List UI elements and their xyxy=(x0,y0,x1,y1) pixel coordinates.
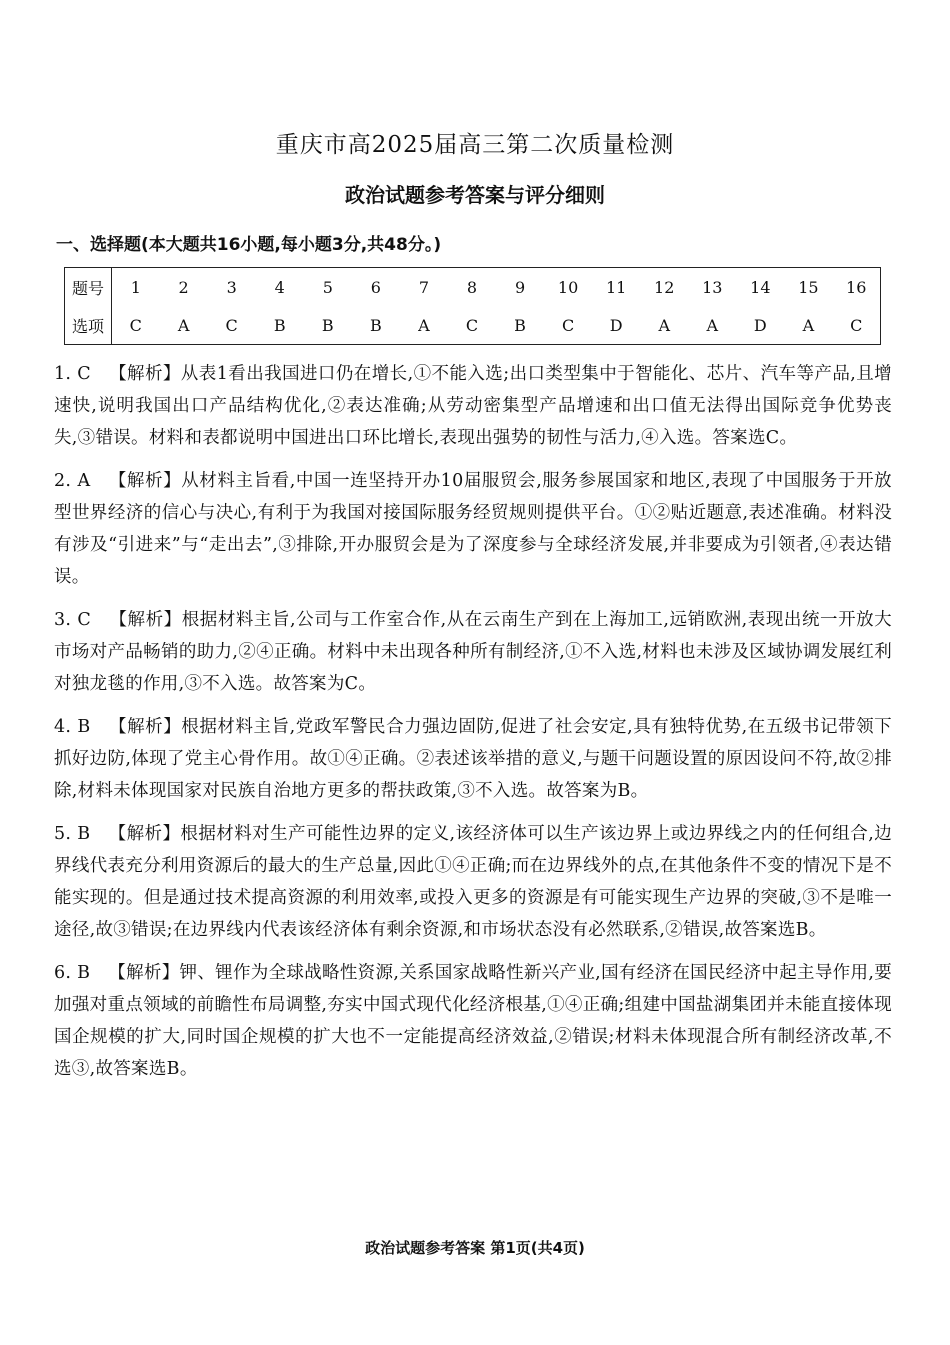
answer-option: C xyxy=(544,306,592,345)
question-number: 8 xyxy=(448,268,496,307)
question-number: 15 xyxy=(784,268,832,307)
question-number-row xyxy=(65,268,881,307)
answer-option: C xyxy=(112,306,160,345)
explanation-text: 【解析】从材料主旨看,中国一连坚持开办10届服贸会,服务参展国家和地区,表现了中国服务于开放型世界经济的信心与决心,有利于为我国对接国际服务经贸规则提供平台。①②贴近题意,表述准确。材料没有涉及“引进来”与“走出去”,③排除,开办服贸会是为了深度参与全球经济发展,并非要成为引领者,④表达错误。 xyxy=(54,471,892,587)
answer-option: B xyxy=(496,306,544,345)
explanation-text: 【解析】根据材料对生产可能性边界的定义,该经济体可以生产该边界上或边界线之内的任何组合,边界线代表充分利用资源后的最大的生产总量,因此①④正确;而在边界线外的点,在其他条件不变的情况下是不能实现的。但是通过技术提高资源的利用效率,或投入更多的资源是有可能实现生产边界的突破,③不是唯一途径,故③错误;在边界线内代表该经济体有剩余资源,和市场状态没有必然联系,②错误,故答案选B。 xyxy=(54,824,892,940)
section-heading: 一、选择题(本大题共16小题,每小题3分,共48分。) xyxy=(56,235,442,255)
question-number: 5 xyxy=(304,268,352,307)
question-label: 2. A xyxy=(54,471,91,491)
answer-option: C xyxy=(208,306,256,345)
question-number: 4 xyxy=(256,268,304,307)
question-label: 1. C xyxy=(54,364,91,384)
page-subtitle: 政治试题参考答案与评分细则 xyxy=(345,183,605,207)
question-explanation xyxy=(54,465,892,593)
answer-option: A xyxy=(160,306,208,345)
question-label: 4. B xyxy=(54,717,91,737)
answer-option-row xyxy=(65,306,881,345)
answer-option: C xyxy=(448,306,496,345)
question-number: 12 xyxy=(640,268,688,307)
question-label: 5. B xyxy=(54,824,91,844)
question-label: 3. C xyxy=(54,610,92,630)
page-footer: 政治试题参考答案 第1页(共4页) xyxy=(365,1239,585,1257)
question-number: 14 xyxy=(736,268,784,307)
answer-option: A xyxy=(688,306,736,345)
question-explanation xyxy=(54,711,892,807)
row-header-number: 题号 xyxy=(65,268,112,307)
explanation-text: 【解析】根据材料主旨,公司与工作室合作,从在云南生产到在上海加工,远销欧洲,表现出统一开放大市场对产品畅销的助力,②④正确。材料中未出现各种所有制经济,①不入选,材料也未涉及区域协调发展红利对独龙毯的作用,③不入选。故答案为C。 xyxy=(54,610,892,694)
question-number: 11 xyxy=(592,268,640,307)
explanation-text: 【解析】钾、锂作为全球战略性资源,关系国家战略性新兴产业,国有经济在国民经济中起主导作用,要加强对重点领域的前瞻性布局调整,夯实中国式现代化经济根基,①④正确;组建中国盐湖集团并未能直接体现国企规模的扩大,同时国企规模的扩大也不一定能提高经济效益,②错误;材料未体现混合所有制经济改革,不选③,故答案选B。 xyxy=(54,963,892,1079)
question-number: 9 xyxy=(496,268,544,307)
explanation-text: 【解析】从表1看出我国进口仍在增长,①不能入选;出口类型集中于智能化、芯片、汽车等产品,且增速快,说明我国出口产品结构优化,②表达准确;从劳动密集型产品增速和出口值无法得出国际竞争优势丧失,③错误。材料和表都说明中国进出口环比增长,表现出强势的韧性与活力,④入选。答案选C。 xyxy=(54,364,892,448)
answer-option: C xyxy=(832,306,880,345)
answer-table xyxy=(64,267,881,345)
question-number: 1 xyxy=(112,268,160,307)
answer-option: D xyxy=(592,306,640,345)
answer-option: B xyxy=(256,306,304,345)
question-number: 13 xyxy=(688,268,736,307)
question-explanation xyxy=(54,358,892,454)
question-explanation xyxy=(54,818,892,946)
question-number: 10 xyxy=(544,268,592,307)
question-label: 6. B xyxy=(54,963,91,983)
page-title: 重庆市高2025届高三第二次质量检测 xyxy=(275,132,675,158)
answer-option: A xyxy=(640,306,688,345)
answer-option: A xyxy=(400,306,448,345)
answer-option: B xyxy=(304,306,352,345)
row-header-option: 选项 xyxy=(65,306,112,345)
question-number: 7 xyxy=(400,268,448,307)
answer-option: B xyxy=(352,306,400,345)
answer-option: D xyxy=(736,306,784,345)
question-number: 2 xyxy=(160,268,208,307)
question-explanation xyxy=(54,604,892,700)
question-number: 6 xyxy=(352,268,400,307)
question-number: 16 xyxy=(832,268,880,307)
question-number: 3 xyxy=(208,268,256,307)
answer-option: A xyxy=(784,306,832,345)
explanation-text: 【解析】根据材料主旨,党政军警民合力强边固防,促进了社会安定,具有独特优势,在五级书记带领下抓好边防,体现了党主心骨作用。故①④正确。②表述该举措的意义,与题干问题设置的原因设问不符,故②排除,材料未体现国家对民族自治地方更多的帮扶政策,③不入选。故答案为B。 xyxy=(54,717,892,801)
question-explanation xyxy=(54,957,892,1085)
explanations-list xyxy=(54,358,892,1096)
